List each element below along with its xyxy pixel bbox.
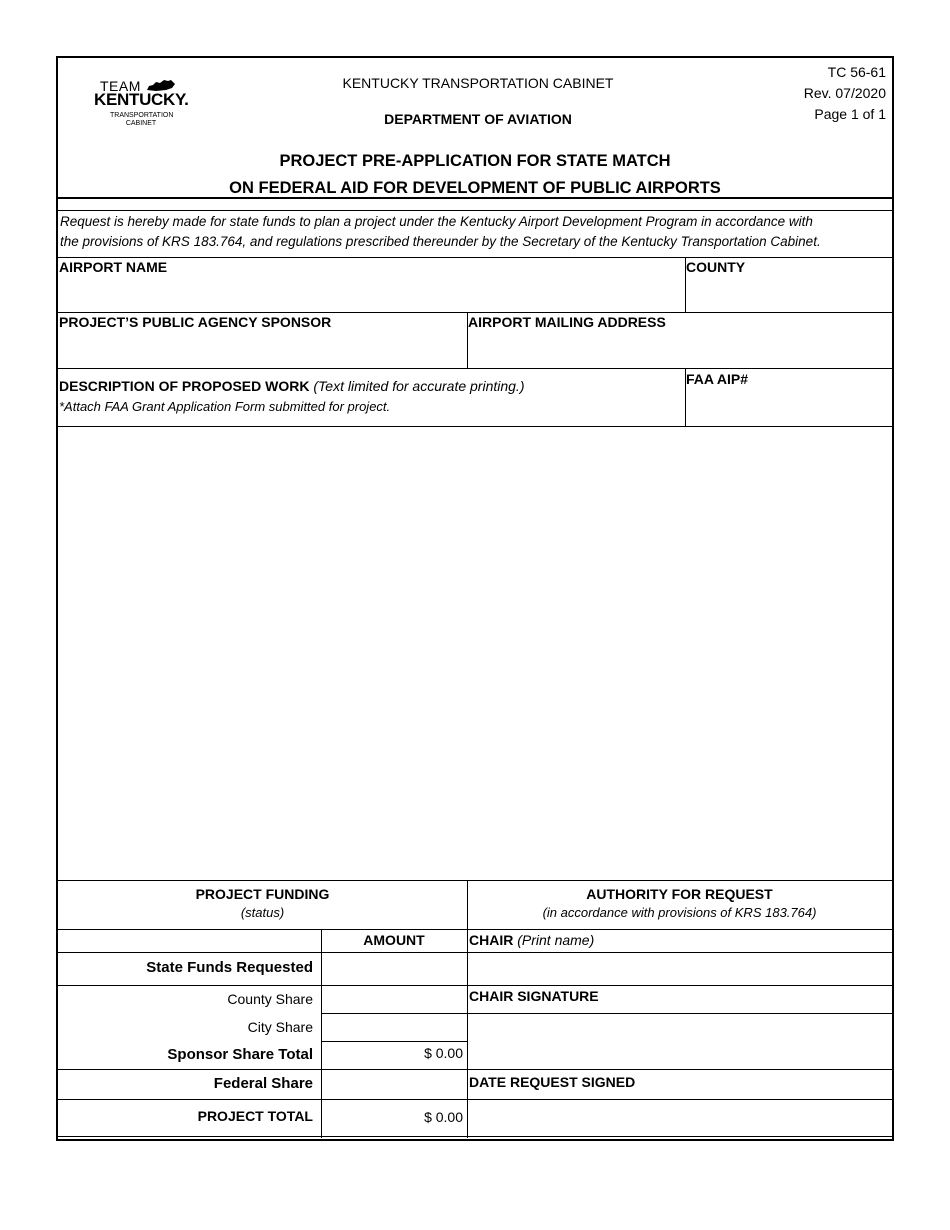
faa-aip-label: FAA AIP# <box>686 371 748 387</box>
authority-heading-note: (in accordance with provisions of KRS 183.764) <box>542 905 817 920</box>
page-number: Page 1 of 1 <box>814 106 886 122</box>
sponsor-total-label: Sponsor Share Total <box>167 1046 313 1063</box>
intro-line2: the provisions of KRS 183.764, and regulations prescribed thereunder by the Secretary of the Kentucky Transportation Cabinet. <box>60 234 821 249</box>
county-input[interactable] <box>687 277 889 310</box>
chair-signature-input[interactable] <box>469 1015 890 1067</box>
date-signed-label: DATE REQUEST SIGNED <box>469 1074 636 1090</box>
chair-name-input[interactable] <box>469 954 890 983</box>
team-kentucky-logo <box>92 78 192 130</box>
federal-share-row <box>58 1071 313 1099</box>
mailing-address-label: AIRPORT MAILING ADDRESS <box>468 314 666 330</box>
county-label: COUNTY <box>686 259 746 275</box>
agency-name: KENTUCKY TRANSPORTATION CABINET <box>342 75 614 91</box>
airport-name-label: AIRPORT NAME <box>59 259 168 275</box>
mailing-address-input[interactable] <box>469 333 889 366</box>
airport-name-input[interactable] <box>59 277 681 310</box>
intro-line1: Request is hereby made for state funds to plan a project under the Kentucky Airport Development Program in accordance with <box>60 214 813 229</box>
logo-team-text: TEAM <box>100 78 141 94</box>
logo-cabinet-line2: CABINET <box>125 120 157 127</box>
city-share-label: City Share <box>247 1019 313 1035</box>
description-label <box>59 378 524 394</box>
form-revision: Rev. 07/2020 <box>803 85 886 101</box>
amount-header: AMOUNT <box>363 932 425 948</box>
chair-label-note: (Print name) <box>517 932 595 948</box>
logo-kentucky-text: KENTUCKY. <box>94 90 189 109</box>
project-total-value: $ 0.00 <box>424 1109 463 1125</box>
form-identifier <box>804 62 886 125</box>
funding-heading <box>58 885 467 922</box>
intro-statement <box>58 210 892 252</box>
sponsor-input[interactable] <box>59 333 464 366</box>
state-funds-label: State Funds Requested <box>146 959 313 976</box>
project-total-row <box>58 1101 313 1136</box>
form-frame <box>56 56 894 1141</box>
logo-cabinet-text <box>110 112 172 128</box>
city-share-row <box>58 1015 313 1041</box>
funding-heading-title: PROJECT FUNDING <box>195 886 330 902</box>
chair-label-text: CHAIR <box>469 932 514 948</box>
sponsor-total-row <box>58 1043 313 1069</box>
form-number: TC 56-61 <box>827 64 886 80</box>
form-header <box>58 58 892 199</box>
form-title-line1: PROJECT PRE-APPLICATION FOR STATE MATCH <box>279 152 671 170</box>
form-title-line2: ON FEDERAL AID FOR DEVELOPMENT OF PUBLIC AIRPORTS <box>229 179 721 197</box>
authority-heading-title: AUTHORITY FOR REQUEST <box>586 886 773 902</box>
funding-heading-status: (status) <box>240 905 285 920</box>
department-name: DEPARTMENT OF AVIATION <box>384 111 572 127</box>
chair-label <box>469 932 594 948</box>
description-label-text: DESCRIPTION OF PROPOSED WORK <box>59 378 310 394</box>
state-funds-row <box>58 954 313 984</box>
form-title <box>58 148 892 202</box>
faa-aip-input[interactable] <box>687 390 889 424</box>
logo-cabinet-line1: TRANSPORTATION <box>110 112 174 119</box>
sponsor-label: PROJECT’S PUBLIC AGENCY SPONSOR <box>59 314 332 330</box>
attach-faa-note: *Attach FAA Grant Application Form submitted for project. <box>59 399 391 414</box>
description-label-note: (Text limited for accurate printing.) <box>313 378 525 394</box>
project-total-label: PROJECT TOTAL <box>197 1108 313 1124</box>
county-share-label: County Share <box>227 991 313 1007</box>
authority-heading <box>467 885 892 922</box>
federal-share-label: Federal Share <box>213 1075 313 1092</box>
chair-signature-label: CHAIR SIGNATURE <box>469 988 599 1004</box>
sponsor-total-value: $ 0.00 <box>424 1045 463 1061</box>
description-textarea[interactable] <box>59 428 890 878</box>
date-signed-input[interactable] <box>469 1101 890 1134</box>
county-share-row <box>58 987 313 1013</box>
